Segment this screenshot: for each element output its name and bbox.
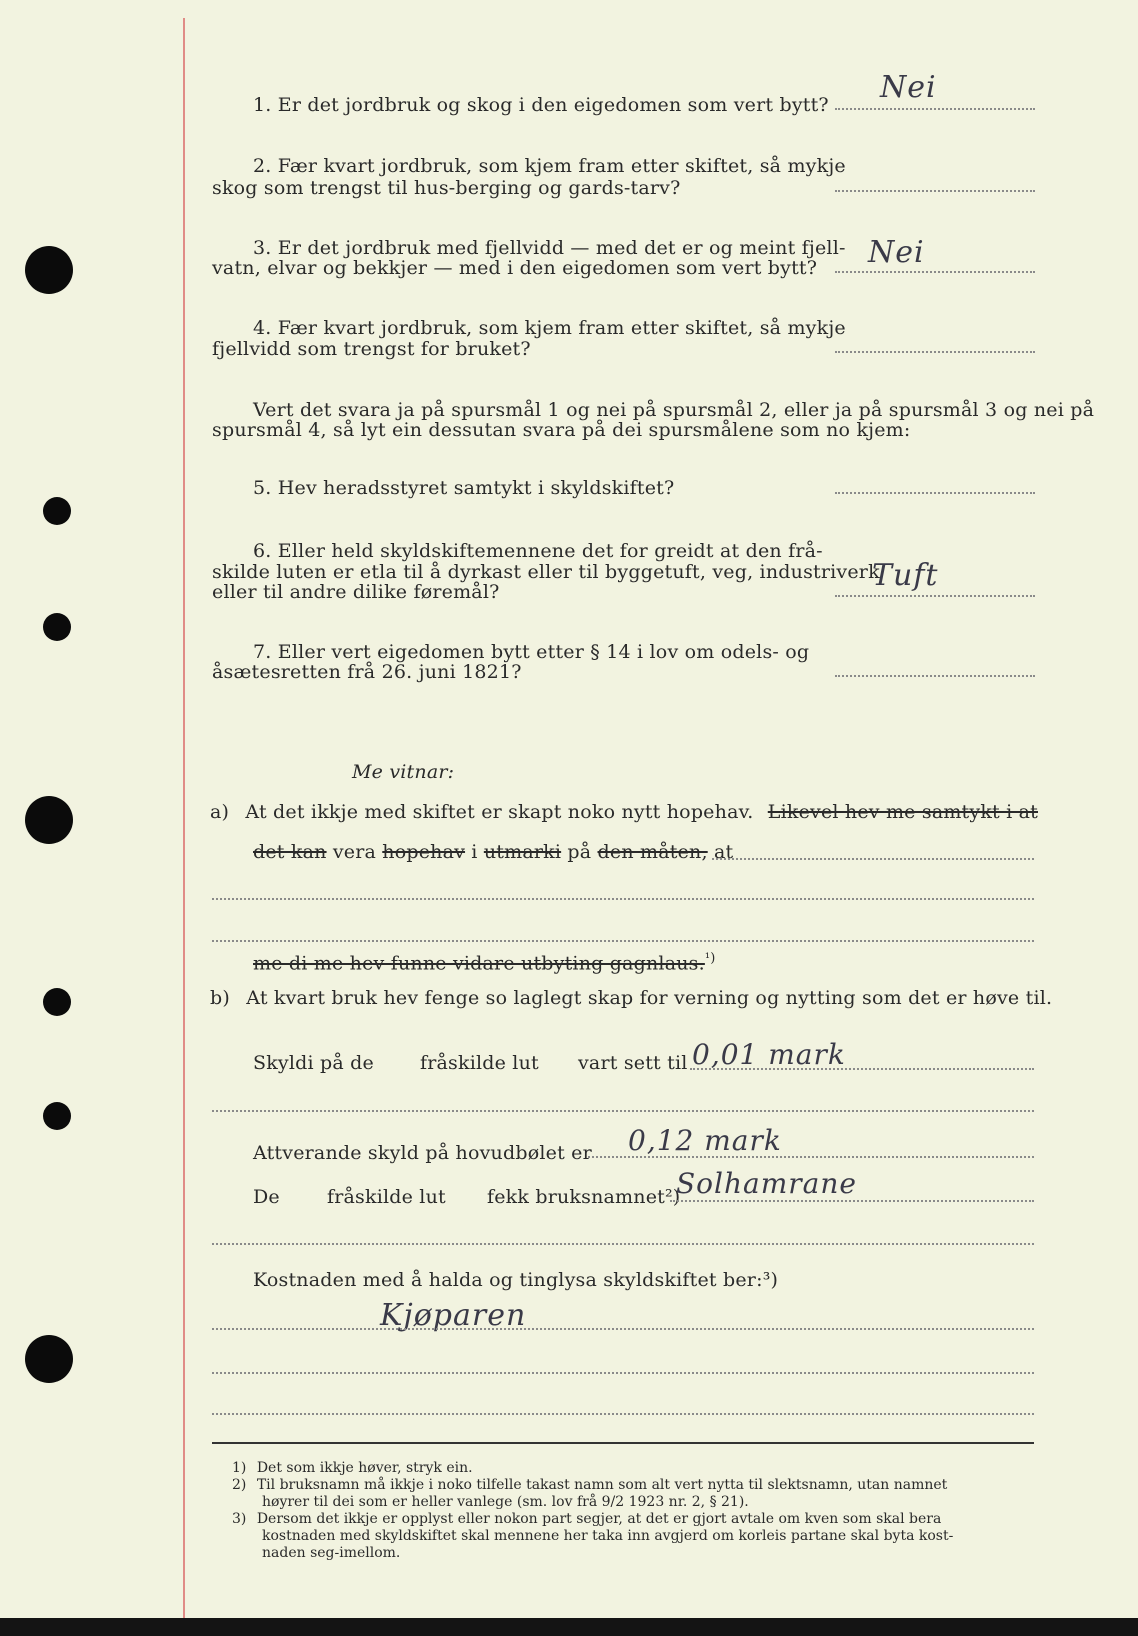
question-3-cont: vatn, elvar og bekkjer — med i den eigedomen som vert bytt? xyxy=(212,257,818,279)
instruction-text-cont: spursmål 4, så lyt ein dessutan svara på dei spursmålene som no kjem: xyxy=(212,419,911,441)
question-text: Fær kvart jordbruk, som kjem fram etter skiftet, så mykje xyxy=(277,155,846,177)
footnote-ref: ¹) xyxy=(704,951,716,966)
handwritten-value: Solhamrane xyxy=(676,1167,857,1200)
footnote-3 xyxy=(232,1511,941,1527)
bruk-label-2: fråskilde lut xyxy=(327,1186,446,1208)
question-text: Fær kvart jordbruk, som kjem fram etter skiftet, så mykje xyxy=(277,317,846,339)
question-2 xyxy=(253,156,846,177)
attverande-label: Attverande skyld på hovudbølet er xyxy=(253,1142,592,1164)
punch-hole xyxy=(25,246,73,294)
struck-text: den måten, xyxy=(597,841,708,863)
footnote-2-cont: høyrer til dei som er heller vanlege (sm. lov frå 9/2 1923 nr. 2, § 21). xyxy=(262,1494,749,1510)
witness-text: at xyxy=(713,841,734,863)
footnote-mark: 1) xyxy=(232,1460,247,1476)
witness-heading: Me vitnar: xyxy=(352,761,455,783)
skyld-label-3: vart sett til xyxy=(578,1052,688,1074)
question-3 xyxy=(253,238,846,259)
fill-line xyxy=(212,1413,1034,1415)
handwritten-value: 0,12 mark xyxy=(628,1124,782,1157)
witness-text: på xyxy=(567,841,592,863)
skyld-label-1: Skyldi på de xyxy=(253,1052,374,1074)
footnote-3-cont: kostnaden med skyldskiftet skal mennene her taka inn avgjerd om korleis partane skal byta kost- xyxy=(262,1528,954,1544)
footnote-text: Til bruksnamn må ikkje i noko tilfelle takast namn som alt vert nytta til slektsnamn, utan namnet xyxy=(256,1477,948,1493)
question-4-cont: fjellvidd som trengst for bruket? xyxy=(212,338,531,360)
question-number: 4. xyxy=(253,317,272,339)
question-1 xyxy=(253,95,829,116)
witness-a-text: At det ikkje med skiftet er skapt noko nytt hopehav. xyxy=(245,801,754,823)
scan-border xyxy=(0,1618,1138,1636)
instruction-text: Vert det svara ja på spursmål 1 og nei på spursmål 2, eller ja på spursmål 3 og nei på xyxy=(253,399,1095,421)
question-number: 2. xyxy=(253,155,272,177)
footnote-1 xyxy=(232,1460,473,1476)
footnote-2 xyxy=(232,1477,947,1493)
item-label: b) xyxy=(210,987,230,1009)
question-5 xyxy=(253,478,674,499)
question-6 xyxy=(253,541,823,562)
witness-text: i xyxy=(471,841,478,863)
answer-line xyxy=(835,190,1035,192)
question-7-cont: åsætesretten frå 26. juni 1821? xyxy=(212,661,522,683)
question-number: 3. xyxy=(253,237,272,259)
kostnad-label: Kostnaden med å halda og tinglysa skyldskiftet ber:³) xyxy=(253,1269,779,1291)
question-4 xyxy=(253,318,846,339)
struck-text: det kan xyxy=(253,841,327,863)
question-text: Er det jordbruk med fjellvidd — med det er og meint fjell- xyxy=(277,237,846,259)
question-6-cont: skilde luten er etla til å dyrkast eller til byggetuft, veg, industriverk xyxy=(212,561,880,583)
fill-line xyxy=(212,1243,1034,1245)
answer-line xyxy=(835,675,1035,677)
skyld-label-2: fråskilde lut xyxy=(420,1052,539,1074)
footnote-separator xyxy=(212,1442,1034,1444)
footnote-mark: 2) xyxy=(232,1477,247,1493)
question-7 xyxy=(253,642,809,663)
punch-hole xyxy=(43,613,71,641)
margin-rule xyxy=(183,18,185,1618)
fill-line xyxy=(212,898,1034,900)
witness-a-line-1 xyxy=(210,802,1038,823)
fill-line xyxy=(712,858,1034,860)
answer-line xyxy=(835,595,1035,597)
answer-line xyxy=(835,492,1035,494)
handwritten-value: 0,01 mark xyxy=(692,1038,846,1071)
handwritten-answer: Tuft xyxy=(872,558,939,593)
question-6-cont: eller til andre dilike føremål? xyxy=(212,581,500,603)
fill-line xyxy=(212,940,1034,942)
punch-hole xyxy=(43,1102,71,1130)
struck-text: utmarki xyxy=(483,841,562,863)
footnote-text: Det som ikkje høver, stryk ein. xyxy=(256,1460,473,1476)
question-number: 1. xyxy=(253,94,272,116)
question-number: 7. xyxy=(253,641,272,663)
handwritten-answer: Nei xyxy=(880,70,937,105)
struck-text: me di me hev funne vidare utbyting gagnlaus. xyxy=(253,952,705,975)
punch-hole xyxy=(43,497,71,525)
footnote-text: Dersom det ikkje er opplyst eller nokon part segjer, at det er gjort avtale om kven som skal bera xyxy=(256,1511,942,1527)
witness-b xyxy=(210,988,1052,1009)
struck-text: hopehav xyxy=(382,841,466,863)
punch-hole xyxy=(25,1335,73,1383)
fill-line xyxy=(670,1200,1034,1202)
answer-line xyxy=(835,271,1035,273)
question-text: Eller vert eigedomen bytt etter § 14 i lov om odels- og xyxy=(277,641,810,663)
question-number: 5. xyxy=(253,477,272,499)
footnote-3-cont: naden seg-imellom. xyxy=(262,1545,401,1561)
handwritten-value: Kjøparen xyxy=(380,1298,527,1333)
question-text: Eller held skyldskiftemennene det for greidt at den frå- xyxy=(277,540,823,562)
witness-a-line-5 xyxy=(253,948,716,974)
question-text: Hev heradsstyret samtykt i skyldskiftet? xyxy=(277,477,675,499)
struck-text: Likevel hev me samtykt i at xyxy=(767,801,1038,823)
question-text: Er det jordbruk og skog i den eigedomen som vert bytt? xyxy=(277,94,829,116)
answer-line xyxy=(835,108,1035,110)
item-label: a) xyxy=(210,801,230,823)
fill-line xyxy=(212,1328,1034,1330)
bruk-label-1: De xyxy=(253,1186,280,1208)
question-number: 6. xyxy=(253,540,272,562)
punch-hole xyxy=(43,988,71,1016)
punch-hole xyxy=(25,796,73,844)
witness-text: vera xyxy=(332,841,377,863)
handwritten-answer: Nei xyxy=(868,235,925,270)
bruk-label-3: fekk bruksnamnet²) xyxy=(487,1186,681,1208)
fill-line xyxy=(212,1372,1034,1374)
fill-line xyxy=(212,1110,1034,1112)
witness-a-line-2 xyxy=(253,842,733,863)
footnote-mark: 3) xyxy=(232,1511,247,1527)
witness-b-text: At kvart bruk hev fenge so laglegt skap for verning og nytting som det er høve til. xyxy=(246,987,1053,1009)
answer-line xyxy=(835,351,1035,353)
question-2-cont: skog som trengst til hus-berging og gards-tarv? xyxy=(212,177,681,199)
